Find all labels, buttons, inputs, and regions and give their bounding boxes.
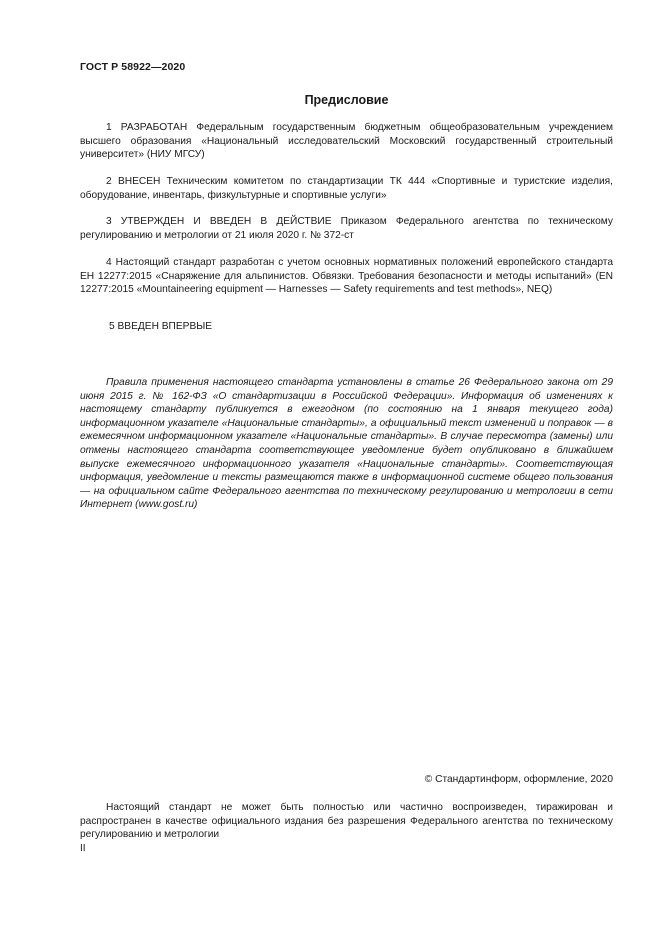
notice-paragraph: Правила применения настоящего стандарта установлены в статье 26 Федерального закона от 29 июня 2015 г. № 162-ФЗ «О стандартизации в Российской Федерации». Информация об изменениях к настоящему стандарту публикуется в ежегодном (по состоянию на 1 января текущего года) информационном указателе «Национальные стандарты», а официальный текст изменений и поправок — в ежемесячном информационном указателе «Национальные стандарты». В случае пересмотра (замены) или отмены настоящего стандарта соответствующее уведомление будет опубликовано в ближайшем выпуске ежемесячного информационного указателя «Национальные стандарты». Соответствующая информация, уведомление и тексты размещаются также в информационной системе общего пользования — на официальном сайте Федерального агентства по техническому регулированию и метрологии в сети Интернет (www.gost.ru) [80, 377, 613, 511]
standard-id: ГОСТ Р 58922—2020 [80, 61, 186, 73]
foreword-item-5: 5 ВВЕДЕН ВПЕРВЫЕ [109, 321, 213, 332]
reproduction-notice: Настоящий стандарт не может быть полностью или частично воспроизведен, тиражирован и распространен в качестве официального издания без разрешения Федерального агентства по техническому регулированию и метрологии [80, 802, 613, 841]
foreword-item-4: 4 Настоящий стандарт разработан с учетом основных нормативных положений европейского стандарта ЕН 12277:2015 «Снаряжение для альпинистов. Обвязки. Требования безопасности и методы испытаний» (EN 12277:2015 «Mountaineering equipment — Harnesses — Safety requirements and test methods», NEQ) [80, 257, 613, 296]
foreword-title: Предисловие [304, 93, 389, 107]
foreword-item-2: 2 ВНЕСЕН Техническим комитетом по стандартизации ТК 444 «Спортивные и туристские изделия, оборудование, инвентарь, физкультурные и спортивные услуги» [80, 176, 613, 201]
foreword-item-3: 3 УТВЕРЖДЕН И ВВЕДЕН В ДЕЙСТВИЕ Приказом Федерального агентства по техническому регулированию и метрологии от 21 июля 2020 г. № 372-ст [80, 216, 613, 241]
foreword-item-1: 1 РАЗРАБОТАН Федеральным государственным бюджетным общеобразовательным учреждением высшего образования «Национальный исследовательский Московский государственный строительный университет» (НИУ МГСУ) [80, 122, 613, 161]
page-number: II [80, 843, 86, 854]
copyright-line: © Стандартинформ, оформление, 2020 [424, 774, 613, 785]
